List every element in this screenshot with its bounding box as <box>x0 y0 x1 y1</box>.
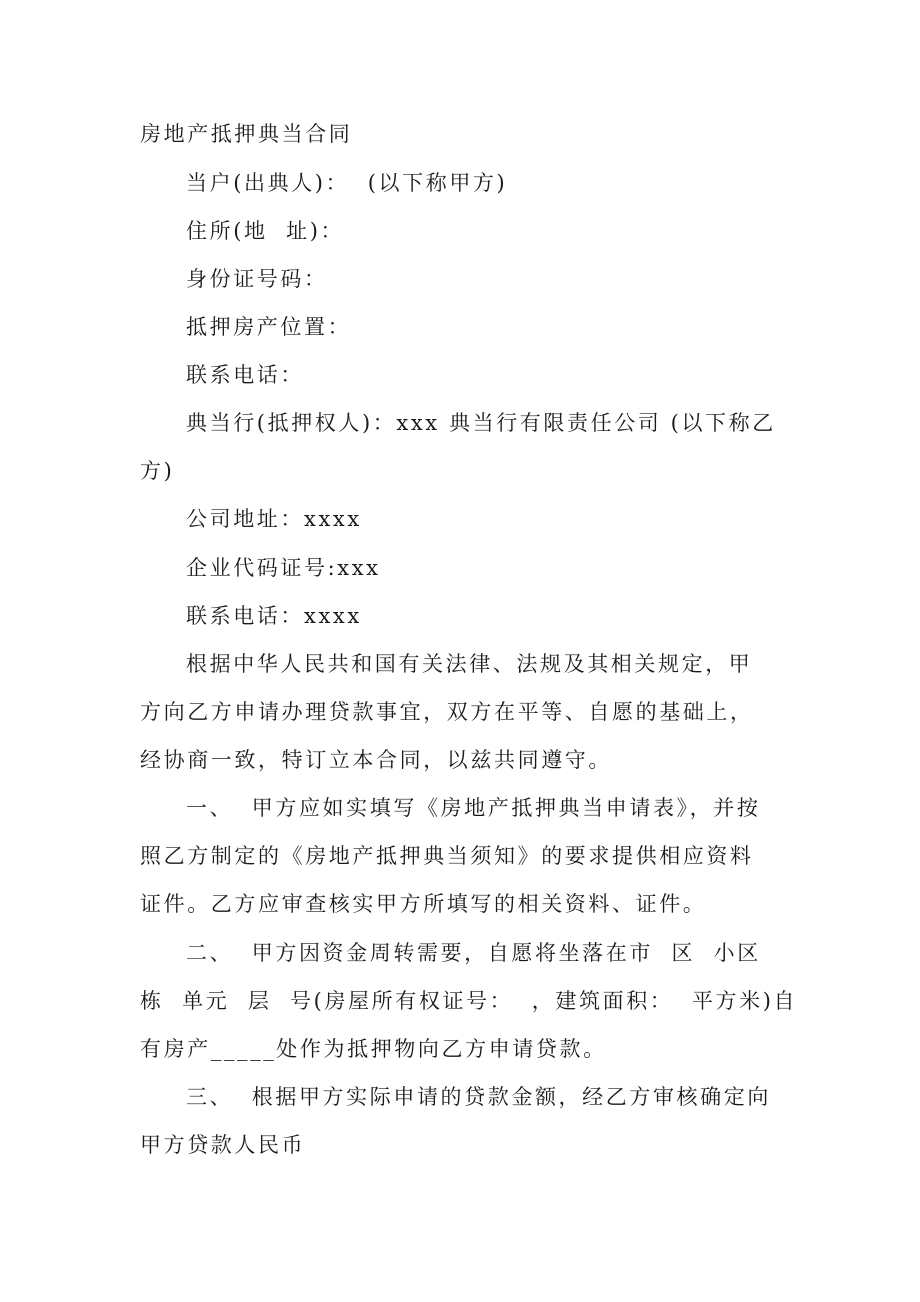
party-a-id-number: 身份证号码： <box>186 267 328 291</box>
party-b-address: 公司地址：xxxx <box>186 507 362 531</box>
party-b-phone: 联系电话：xxxx <box>186 604 362 628</box>
preamble-line: 经协商一致，特订立本合同，以兹共同遵守。 <box>140 748 612 772</box>
party-a-property-location: 抵押房产位置： <box>186 315 352 339</box>
party-b-name-line-1: 典当行(抵押权人)：xxx 典当行有限责任公司 (以下称乙 <box>186 411 776 435</box>
clause-2-line: 有房产_____处作为抵押物向乙方申请贷款。 <box>140 1037 607 1061</box>
party-a-name: 当户(出典人)： (以下称甲方) <box>186 171 508 195</box>
party-b-company-code: 企业代码证号:xxx <box>186 556 381 580</box>
preamble-line: 方向乙方申请办理贷款事宜，双方在平等、自愿的基础上， <box>140 700 754 724</box>
preamble-line: 根据中华人民共和国有关法律、法规及其相关规定，甲 <box>186 652 753 676</box>
document-title: 房地产抵押典当合同 <box>140 122 353 146</box>
clause-1-line: 证件。乙方应审查核实甲方所填写的相关资料、证件。 <box>140 892 707 916</box>
clause-3-line: 三、 根据甲方实际申请的贷款金额，经乙方审核确定向 <box>186 1085 771 1109</box>
clause-1-line: 照乙方制定的《房地产抵押典当须知》的要求提供相应资料 <box>140 844 754 868</box>
party-a-phone: 联系电话： <box>186 363 304 387</box>
party-a-address: 住所(地 址)： <box>186 219 345 243</box>
clause-1-line: 一、 甲方应如实填写《房地产抵押典当申请表》，并按 <box>186 796 761 820</box>
clause-2-line: 栋 单元 层 号(房屋所有权证号： ，建筑面积： 平方米)自 <box>140 989 798 1013</box>
clause-3-line: 甲方贷款人民币 <box>140 1133 306 1157</box>
party-b-name-line-2: 方) <box>140 459 175 483</box>
clause-2-line: 二、 甲方因资金周转需要，自愿将坐落在市 区 小区 <box>186 941 761 965</box>
